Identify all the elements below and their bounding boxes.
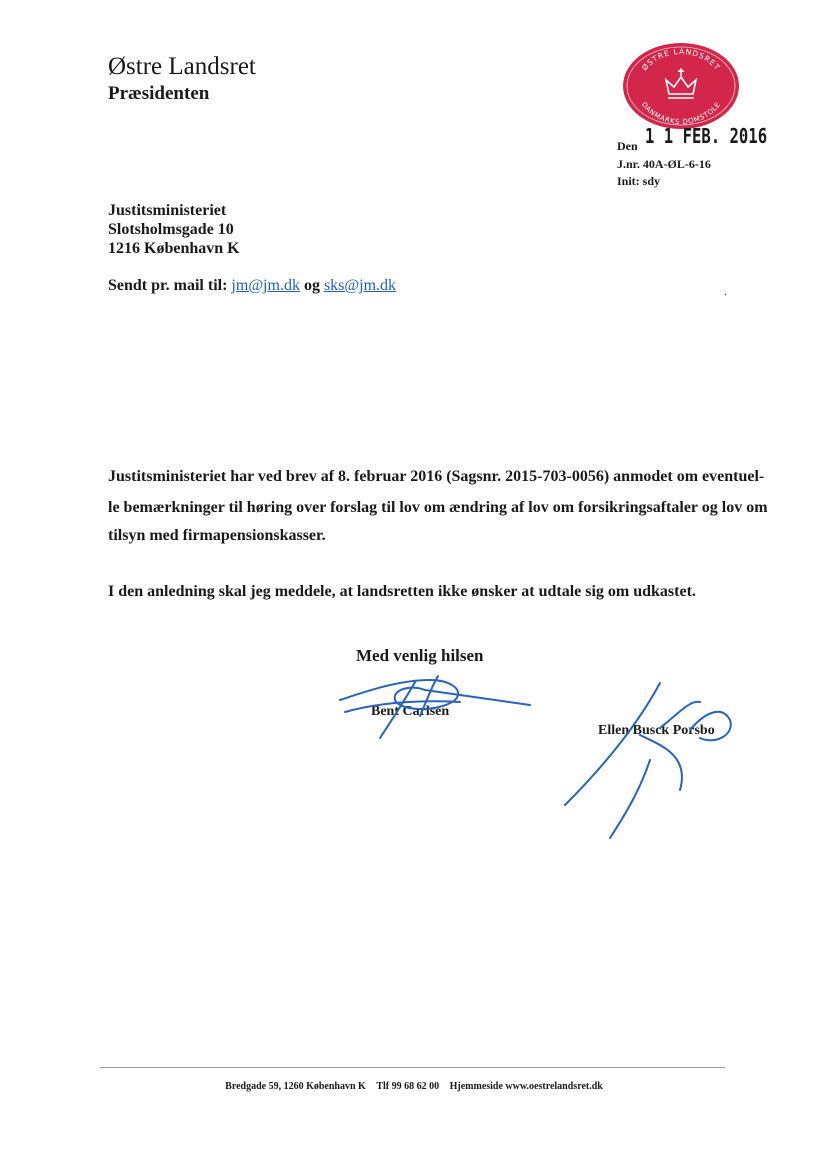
email-link-jm[interactable]: jm@jm.dk (231, 277, 300, 294)
footer-address: Bredgade 59, 1260 København K (225, 1081, 366, 1092)
sent-prefix: Sendt pr. mail til: (108, 277, 228, 294)
seal-top-text: ØSTRE LANDSRET (639, 46, 723, 73)
signature-1-stroke (340, 680, 530, 709)
signer-2-name: Ellen Busck Porsbo (598, 723, 715, 738)
signature-2-stroke (640, 735, 682, 790)
signature-2-stroke (565, 683, 660, 805)
signature-2-stroke (610, 760, 650, 838)
footer-website: Hjemmeside www.oestrelandsret.dk (449, 1081, 603, 1092)
footer (0, 1081, 828, 1092)
office-title: Præsidenten (108, 83, 210, 104)
closing-greeting: Med venlig hilsen (356, 646, 484, 665)
email-link-sks[interactable]: sks@jm.dk (323, 277, 397, 294)
recipient-name: Justitsministeriet (108, 202, 227, 219)
body-paragraph-1-line-3: tilsyn med firmapensionskasser. (108, 527, 326, 544)
body-paragraph-1-line-1: Justitsministeriet har ved brev af 8. februar 2016 (Sagsnr. 2015-703-0056) anmodet om eventuel- (108, 468, 765, 485)
recipient-street: Slotsholmsgade 10 (108, 221, 234, 238)
journal-number: J.nr. 40A-ØL-6-16 (617, 157, 711, 171)
date-label: Den (617, 139, 638, 153)
stray-dot: . (724, 284, 727, 298)
body-paragraph-2: I den anledning skal jeg meddele, at landsretten ikke ønsker at udtale sig om udkastet. (108, 583, 696, 600)
initials: Init: sdy (617, 174, 661, 188)
recipient-city: 1216 København K (108, 240, 240, 257)
signer-1-name: Bent Carlsen (371, 704, 450, 719)
signature-2-stroke (690, 712, 731, 740)
received-date-stamp: 1 1 FEB. 2016 (645, 124, 768, 148)
footer-divider (100, 1067, 725, 1068)
footer-phone: Tlf 99 68 62 00 (376, 1081, 440, 1092)
signature-1-stroke (420, 676, 438, 716)
signature-1-stroke (380, 682, 415, 738)
seal-bottom-text: DANMARKS DOMSTOLE (639, 100, 723, 127)
sent-conjunction: og (303, 277, 320, 294)
court-name: Østre Landsret (108, 53, 256, 80)
body-paragraph-1-line-2: le bemærkninger til høring over forslag til lov om ændring af lov om forsikringsaftaler og lov om (108, 499, 768, 516)
